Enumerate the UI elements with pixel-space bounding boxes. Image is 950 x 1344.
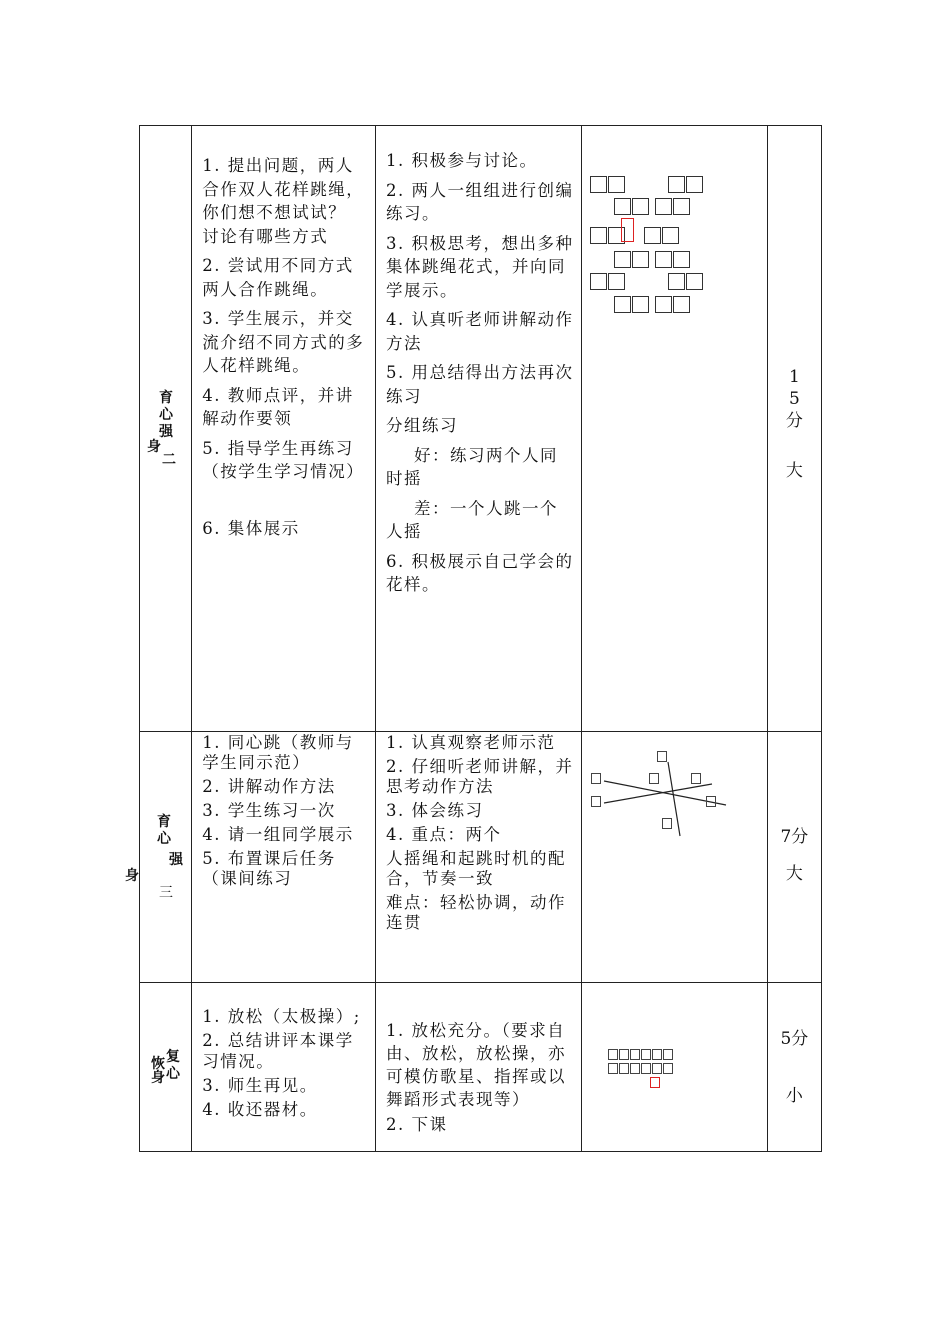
student-pair-icon bbox=[614, 249, 650, 268]
teacher-activity-cell bbox=[192, 732, 376, 983]
intensity-value: 大 bbox=[785, 461, 803, 481]
category-char: 育 bbox=[159, 390, 173, 406]
rope-diagram bbox=[582, 732, 767, 852]
category-char: 复 bbox=[166, 1049, 180, 1065]
teacher-step: 1. 同心跳（教师与学生同示范） bbox=[202, 733, 354, 772]
category-cell bbox=[140, 983, 192, 1152]
teacher-icon bbox=[650, 1077, 660, 1088]
category-char: 身 bbox=[151, 1070, 165, 1086]
teacher-step: 1. 提出问题，两人合作双人花样跳绳，你们想不想试试？ 讨论有哪些方式 bbox=[202, 156, 365, 246]
student-step: 好：练习两个人同时摇 bbox=[386, 445, 559, 488]
table-row bbox=[140, 983, 822, 1152]
student-activity-cell bbox=[376, 732, 582, 983]
formation-diagram-cell bbox=[581, 983, 767, 1152]
category-char: 恢 bbox=[151, 1056, 165, 1072]
category-char: 心 bbox=[166, 1066, 180, 1082]
category-char: 二 bbox=[162, 452, 176, 468]
student-icon bbox=[591, 796, 601, 807]
teacher-activity-cell bbox=[192, 126, 376, 732]
teacher-activity-cell bbox=[192, 983, 376, 1152]
student-step: 1. 放松充分。（要求自由、放松，放松操，亦可模仿歌星、指挥或以舞蹈形式表现等） bbox=[386, 1021, 567, 1109]
teacher-step: 5. 布置课后任务（课间练习 bbox=[202, 849, 336, 888]
formation-diagram-cell bbox=[581, 732, 767, 983]
student-step: 4. 重点：两个 bbox=[386, 825, 502, 844]
student-step: 2. 两人一组组进行创编练习。 bbox=[386, 180, 574, 223]
teacher-step: 1. 放松（太极操）; bbox=[202, 1007, 361, 1026]
student-pair-icon bbox=[655, 294, 691, 313]
category-char: 身 bbox=[147, 439, 161, 455]
intensity-value: 小 bbox=[785, 1086, 803, 1106]
pair-formation-diagram bbox=[582, 126, 767, 326]
student-step: 差：一个人跳一个人摇 bbox=[386, 498, 559, 541]
student-pair-icon bbox=[668, 174, 704, 193]
teacher-step: 4. 请一组同学展示 bbox=[202, 825, 354, 844]
time-cell bbox=[767, 983, 821, 1152]
category-char: 三 bbox=[159, 885, 173, 901]
table-row bbox=[140, 732, 822, 983]
student-step: 3. 体会练习 bbox=[386, 801, 484, 820]
category-char: 强 bbox=[169, 852, 183, 868]
student-step: 3. 积极思考，想出多种集体跳绳花式，并向同学展示。 bbox=[386, 233, 574, 300]
student-pair-icon bbox=[614, 294, 650, 313]
category-char: 心 bbox=[157, 831, 171, 847]
duration-value: 7分 bbox=[780, 827, 809, 847]
category-cell bbox=[140, 126, 192, 732]
duration-value: 5分 bbox=[780, 1029, 809, 1049]
student-step: 难点：轻松协调，动作连贯 bbox=[386, 893, 567, 932]
student-activity-cell bbox=[376, 126, 582, 732]
category-char: 身 bbox=[125, 868, 139, 884]
time-cell bbox=[767, 732, 821, 983]
student-icon bbox=[591, 773, 601, 784]
student-icon bbox=[691, 773, 701, 784]
student-pair-icon bbox=[655, 249, 691, 268]
relax-formation-diagram bbox=[582, 983, 767, 1103]
student-activity-cell bbox=[376, 983, 582, 1152]
student-step: 1. 积极参与讨论。 bbox=[386, 151, 538, 170]
teacher-step: 3. 学生展示，并交流介绍不同方式的多人花样跳绳。 bbox=[202, 309, 365, 375]
student-step: 6. 积极展示自己学会的花样。 bbox=[386, 551, 574, 594]
lesson-plan-table bbox=[125, 125, 822, 1152]
teacher-step: 2. 讲解动作方法 bbox=[202, 777, 336, 796]
student-step: 5. 用总结得出方法再次练习 bbox=[386, 363, 574, 406]
teacher-step: 2. 尝试用不同方式两人合作跳绳。 bbox=[202, 256, 354, 299]
student-pair-icon bbox=[590, 174, 626, 193]
student-row-icon bbox=[608, 1058, 674, 1077]
student-step: 2. 下课 bbox=[386, 1115, 448, 1134]
duration-value: 15分 bbox=[785, 367, 803, 431]
teacher-icon bbox=[621, 218, 634, 242]
category-char: 育 bbox=[157, 814, 171, 830]
formation-diagram-cell bbox=[581, 126, 767, 732]
student-icon bbox=[706, 796, 716, 807]
table-row bbox=[140, 126, 822, 732]
student-step: 2. 仔细听老师讲解，并思考动作方法 bbox=[386, 757, 574, 796]
teacher-step: 3. 学生练习一次 bbox=[202, 801, 336, 820]
student-step: 1. 认真观察老师示范 bbox=[386, 733, 556, 752]
student-pair-icon bbox=[668, 271, 704, 290]
student-pair-icon bbox=[655, 196, 691, 215]
teacher-step: 6. 集体展示 bbox=[202, 518, 300, 538]
time-cell bbox=[767, 126, 821, 732]
category-char: 心 bbox=[159, 407, 173, 423]
teacher-step: 4. 教师点评，并讲解动作要领 bbox=[202, 385, 354, 428]
teacher-step: 5. 指导学生再练习（按学生学习情况） bbox=[202, 438, 365, 481]
student-pair-icon bbox=[614, 196, 650, 215]
category-char: 强 bbox=[159, 424, 173, 440]
teacher-step: 4. 收还器材。 bbox=[202, 1100, 318, 1119]
student-step: 4. 认真听老师讲解动作方法 bbox=[386, 310, 574, 353]
intensity-value: 大 bbox=[785, 864, 803, 884]
student-step: 人摇绳和起跳时机的配合，节奏一致 bbox=[386, 849, 567, 888]
teacher-step: 3. 师生再见。 bbox=[202, 1076, 318, 1095]
rope-lines bbox=[582, 732, 765, 852]
student-icon bbox=[649, 773, 659, 784]
student-icon bbox=[662, 818, 672, 829]
student-pair-icon bbox=[590, 271, 626, 290]
student-step: 分组练习 bbox=[386, 416, 459, 435]
student-pair-icon bbox=[644, 225, 680, 244]
student-icon bbox=[657, 751, 667, 762]
teacher-step: 2. 总结讲评本课学习情况。 bbox=[202, 1031, 354, 1071]
category-cell bbox=[125, 732, 192, 983]
